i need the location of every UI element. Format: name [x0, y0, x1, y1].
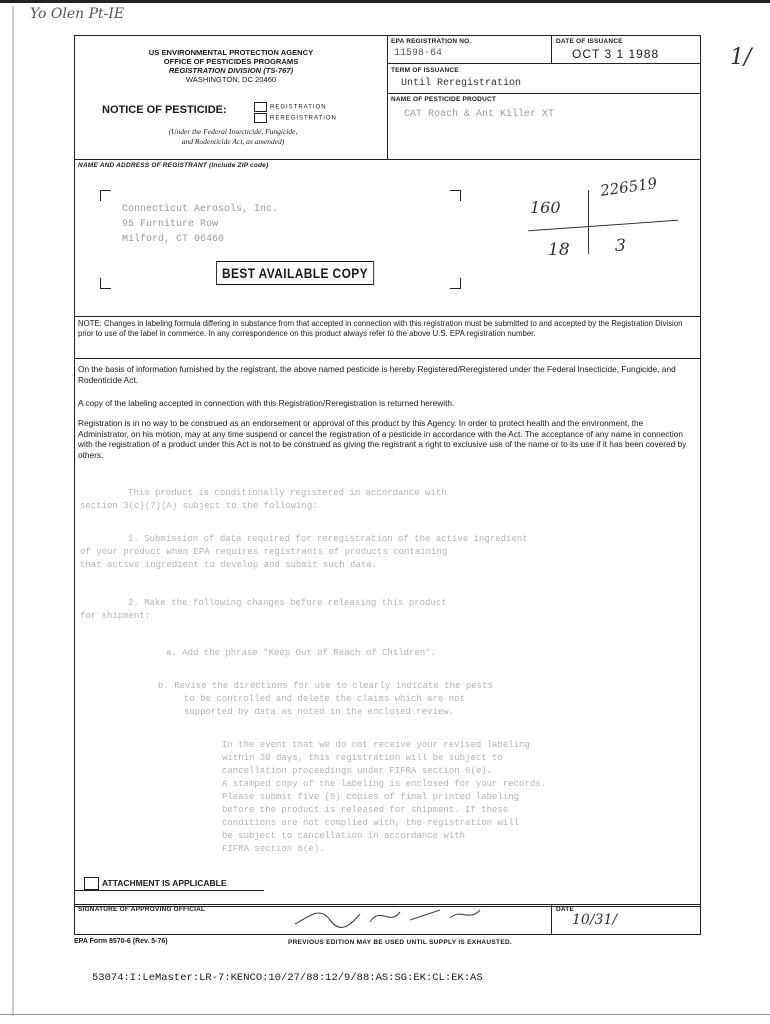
body-paragraph-2: A copy of the labeling accepted in connection with this Registration/Reregistration is returned herewith.: [78, 398, 455, 408]
attachment-label: ATTACHMENT IS APPLICABLE: [102, 877, 227, 888]
office-name: OFFICE OF PESTICIDES PROGRAMS: [163, 57, 299, 66]
registrant-line-1: Connecticut Aerosols, Inc.: [122, 204, 279, 215]
typed-line: supported by data as noted in the enclosed review.: [184, 707, 455, 717]
bottom-scan-edge: [0, 1014, 770, 1015]
date-label: DATE: [556, 906, 575, 913]
margin-mark: 1/: [730, 45, 752, 70]
typed-line: cancellation proceedings under FIFRA section 6(e).: [222, 766, 493, 776]
address-corner-br: [450, 278, 461, 289]
notice-checkboxes: [254, 102, 337, 123]
address-corner-tl: [100, 190, 111, 201]
attachment-row: [84, 877, 227, 890]
reg-no-label: EPA REGISTRATION NO.: [391, 38, 472, 45]
typed-line: be subject to cancellation in accordance with: [222, 831, 466, 841]
term-value: Until Reregistration: [401, 78, 522, 89]
typed-line: before the product is released for shipment. If these: [222, 805, 509, 815]
product-value: CAT Roach & Ant Killer XT: [404, 109, 555, 120]
typed-line: b. Revise the directions for use to clearly indicate the pests: [158, 681, 493, 691]
reregistration-checkbox[interactable]: [254, 113, 267, 123]
typed-line: conditions are not complied with, the registration will: [222, 818, 520, 828]
notice-title: NOTICE OF PESTICIDE:: [102, 104, 227, 116]
signature-label: SIGNATURE OF APPROVING OFFICIAL: [78, 906, 206, 913]
top-handwritten-note: Yo Olen Pt-IE: [30, 6, 125, 22]
handwritten-number-bl: 18: [548, 240, 570, 260]
date-value: 10/31/: [572, 912, 618, 928]
typed-line: 1. Submission of data required for reregistration of the active ingredient: [128, 534, 528, 544]
address-corner-bl: [100, 278, 111, 289]
body-paragraph-1: On the basis of information furnished by the registrant, the above named pesticide is hereby Registered/Reregistered under the Federal Insecticide, Fungicide, and Rodenticide Act.: [78, 364, 676, 385]
reg-no-value: 11598-64: [394, 48, 443, 59]
reregistration-option[interactable]: REREGISTRATION: [254, 113, 337, 124]
typed-line: a. Add the phrase "Keep Out of Reach of Children".: [166, 648, 437, 658]
registrant-line-3: Milford, CT 06460: [122, 234, 225, 245]
act-line-1: (Under the Federal Insecticide, Fungicide,: [168, 127, 298, 136]
left-margin-line: [12, 6, 14, 1016]
term-label: TERM OF ISSUANCE: [391, 67, 459, 74]
agency-name: US ENVIRONMENTAL PROTECTION AGENCY: [148, 48, 314, 57]
routing-code: 53074:I:LeMaster:LR-7:KENCO:10/27/88:12/9/88:AS:SG:EK:CL:EK:AS: [92, 972, 483, 984]
city-name: WASHINGTON, DC 20460: [185, 75, 277, 84]
labeling-note: NOTE: Changes in labeling formula differing in substance from that accepted in connection with this registration must be submitted to and accepted by the Registration Division prior to use of the label in commerce. In any correspondence on this product always refer to the above U.S. EPA registration number.: [78, 319, 683, 338]
act-line-2: and Rodenticide Act, as amended): [181, 136, 285, 146]
handwritten-number-tl: 160: [530, 198, 561, 217]
typed-line: of your product when EPA requires registrants of products containing: [80, 547, 448, 557]
handwritten-number-br: 3: [615, 236, 626, 256]
registration-checkbox[interactable]: [254, 102, 267, 112]
typed-line: section 3(c)(7)(A) subject to the following:: [80, 501, 318, 511]
scan-edge: [0, 0, 770, 3]
typed-line: FIFRA section 6(e).: [222, 844, 325, 854]
typed-line: A stamped copy of the labeling is enclosed for your records.: [222, 779, 547, 789]
body-paragraph-3: Registration is in no way to be construed as an endorsement or approval of this product by this Agency. In order to protect health and the environment, the Administrator, on his motion, may at any time suspend or cancel the registration of a pesticide in accordance with the Act. The acceptance of any name in connection with the registration of a product under this Act is not to be construed as giving the registrant a right to exclusive use of the name or to its use if it has been covered by others.: [78, 418, 687, 460]
typed-line: Please submit five (5) copies of final printed labeling: [222, 792, 520, 802]
typed-line: to be controlled and delete the claims which are not: [184, 694, 465, 704]
registrant-address: [122, 202, 278, 247]
typed-line: for shipment:: [80, 611, 151, 621]
handwritten-vline: [588, 190, 589, 254]
previous-edition-note: PREVIOUS EDITION MAY BE USED UNTIL SUPPLY IS EXHAUSTED.: [288, 939, 513, 946]
handwritten-number-tr: 226519: [599, 174, 659, 200]
product-label: NAME OF PESTICIDE PRODUCT: [391, 96, 497, 103]
issuance-date-value: OCT 3 1 1988: [572, 47, 660, 61]
registration-option[interactable]: REGISTRATION: [254, 102, 337, 113]
act-reference: [118, 127, 348, 146]
best-available-copy-stamp: BEST AVAILABLE COPY: [216, 261, 374, 285]
typed-line: that active ingredient to develop and submit such data.: [80, 560, 378, 570]
agency-block: [86, 48, 376, 84]
division-name: REGISTRATION DIVISION (TS-767): [168, 66, 294, 75]
typed-line: In the event that we do not receive your revised labeling: [222, 740, 530, 750]
registrant-line-2: 95 Furniture Row: [122, 219, 219, 230]
registrant-label: NAME AND ADDRESS OF REGISTRANT (Include ZIP code): [78, 162, 269, 169]
typed-line: This product is conditionally registered in accordance with: [128, 488, 447, 498]
address-corner-tr: [450, 190, 461, 201]
attachment-checkbox[interactable]: [84, 877, 99, 890]
form-number: EPA Form 8570-6 (Rev. 5-76): [74, 938, 168, 945]
typed-line: within 30 days, this registration will be subject to: [222, 753, 503, 763]
issuance-date-label: DATE OF ISSUANCE: [556, 38, 623, 45]
typed-line: 2. Make the following changes before releasing this product: [128, 598, 447, 608]
approving-signature: [290, 896, 490, 932]
